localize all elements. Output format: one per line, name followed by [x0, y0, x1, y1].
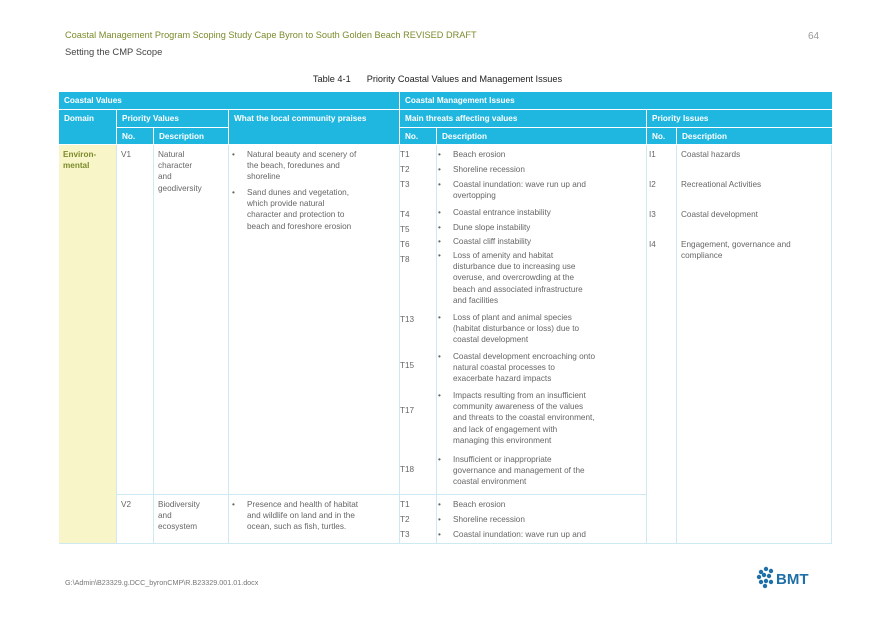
value-no-v2: V2	[121, 500, 132, 509]
header-main-threats: Main threats affecting values	[400, 110, 646, 127]
threat-no-t15: T15	[400, 361, 415, 370]
bmt-logo-icon	[755, 562, 825, 592]
table-number: Table 4-1	[312, 74, 351, 84]
document-title: Coastal Management Program Scoping Study Cape Byron to South Golden Beach REVISED DRAFT	[65, 30, 477, 40]
priority-values-table	[59, 92, 832, 544]
header-issue-no: No.	[647, 128, 676, 144]
threat-no-t13: T13	[400, 315, 415, 324]
threat-t1: • Beach erosion	[453, 149, 505, 160]
threat-no-t3: T3	[400, 530, 410, 539]
grid-line	[59, 543, 832, 544]
issue-no-i2: I2	[649, 180, 656, 189]
threat-no-t2: T2	[400, 515, 410, 524]
threat-no-t17: T17	[400, 406, 415, 415]
header-coastal-management-issues: Coastal Management Issues	[400, 92, 832, 109]
grid-line	[116, 494, 647, 495]
header-threat-no: No.	[400, 128, 436, 144]
grid-line	[646, 145, 647, 544]
threat-t3: • Coastal inundation: wave run up and	[453, 529, 586, 540]
header-priority-values: Priority Values	[117, 110, 228, 127]
table-title: Priority Coastal Values and Management Issues	[366, 74, 563, 84]
header-community-praises: What the local community praises	[229, 110, 399, 144]
grid-line	[676, 145, 677, 544]
page-number: 64	[808, 31, 820, 42]
threat-t4: • Coastal entrance instability	[453, 207, 551, 218]
grid-line	[116, 145, 117, 544]
issue-i1: Coastal hazards	[681, 150, 741, 159]
praise-item: • Sand dunes and vegetation, which provide natural character and protection to beach and foreshore erosion	[247, 187, 351, 232]
threat-no-t1: T1	[400, 150, 410, 159]
threat-t3: • Coastal inundation: wave run up and overtopping	[453, 179, 586, 201]
threat-t15: • Coastal development encroaching onto natural coastal processes to exacerbate hazard impacts	[453, 351, 595, 385]
threat-t13: • Loss of plant and animal species (habitat disturbance or loss) due to coastal development	[453, 312, 579, 346]
threat-t2: • Shoreline recession	[453, 514, 525, 525]
issue-no-i1: I1	[649, 150, 656, 159]
threat-t6: • Coastal cliff instability	[453, 236, 531, 247]
issue-i4: Engagement, governance and compliance	[681, 240, 791, 261]
footer-file-path: G:\Admin\B23329.g.DCC_byronCMP\R.B23329.001.01.docx	[65, 578, 259, 587]
value-desc-v2: Biodiversity and ecosystem	[158, 500, 200, 532]
threat-no-t4: T4	[400, 210, 410, 219]
threat-no-t18: T18	[400, 465, 415, 474]
issue-no-i4: I4	[649, 240, 656, 249]
header-priority-issues: Priority Issues	[647, 110, 832, 127]
header-threat-description: Description	[437, 128, 646, 144]
threat-t2: • Shoreline recession	[453, 164, 525, 175]
header-coastal-values: Coastal Values	[59, 92, 399, 109]
threat-t8: • Loss of amenity and habitat disturbance due to increasing use overuse, and overcrowding at the beach and associated infrastructure and facilities	[453, 250, 583, 306]
grid-line	[228, 145, 229, 544]
table-caption	[0, 74, 875, 84]
threat-t18: • Insufficient or inappropriate governance and management of the coastal environment	[453, 454, 585, 488]
domain-label: Environ- mental	[63, 150, 97, 171]
header-issue-description: Description	[677, 128, 832, 144]
header-value-description: Description	[154, 128, 228, 144]
threat-t17: • Impacts resulting from an insufficient community awareness of the values and threats to the coastal environment, and lack of engagement with managing this environment	[453, 390, 595, 446]
section-title: Setting the CMP Scope	[65, 46, 163, 57]
threat-no-t1: T1	[400, 500, 410, 509]
threat-no-t5: T5	[400, 225, 410, 234]
logo-text: BMT	[776, 571, 809, 588]
grid-line	[153, 145, 154, 544]
threat-no-t2: T2	[400, 165, 410, 174]
threat-no-t6: T6	[400, 240, 410, 249]
threat-t1: • Beach erosion	[453, 499, 505, 510]
issue-no-i3: I3	[649, 210, 656, 219]
value-no-v1: V1	[121, 150, 132, 159]
header-domain: Domain	[59, 110, 116, 144]
header-value-no: No.	[117, 128, 153, 144]
threat-no-t3: T3	[400, 180, 410, 189]
issue-i2: Recreational Activities	[681, 180, 762, 189]
praise-item: • Natural beauty and scenery of the beach, foredunes and shoreline	[247, 149, 356, 183]
threat-no-t8: T8	[400, 255, 410, 264]
grid-line	[436, 145, 437, 544]
bmt-logo	[755, 562, 825, 592]
issue-i3: Coastal development	[681, 210, 758, 219]
threat-t5: • Dune slope instability	[453, 222, 530, 233]
grid-line	[831, 145, 832, 544]
domain-cell	[59, 145, 116, 544]
praise-item: • Presence and health of habitat and wildlife on land and in the ocean, such as fish, turtles.	[247, 499, 358, 533]
grid-line	[399, 145, 400, 544]
value-desc-v1: Natural character and geodiversity	[158, 150, 202, 193]
